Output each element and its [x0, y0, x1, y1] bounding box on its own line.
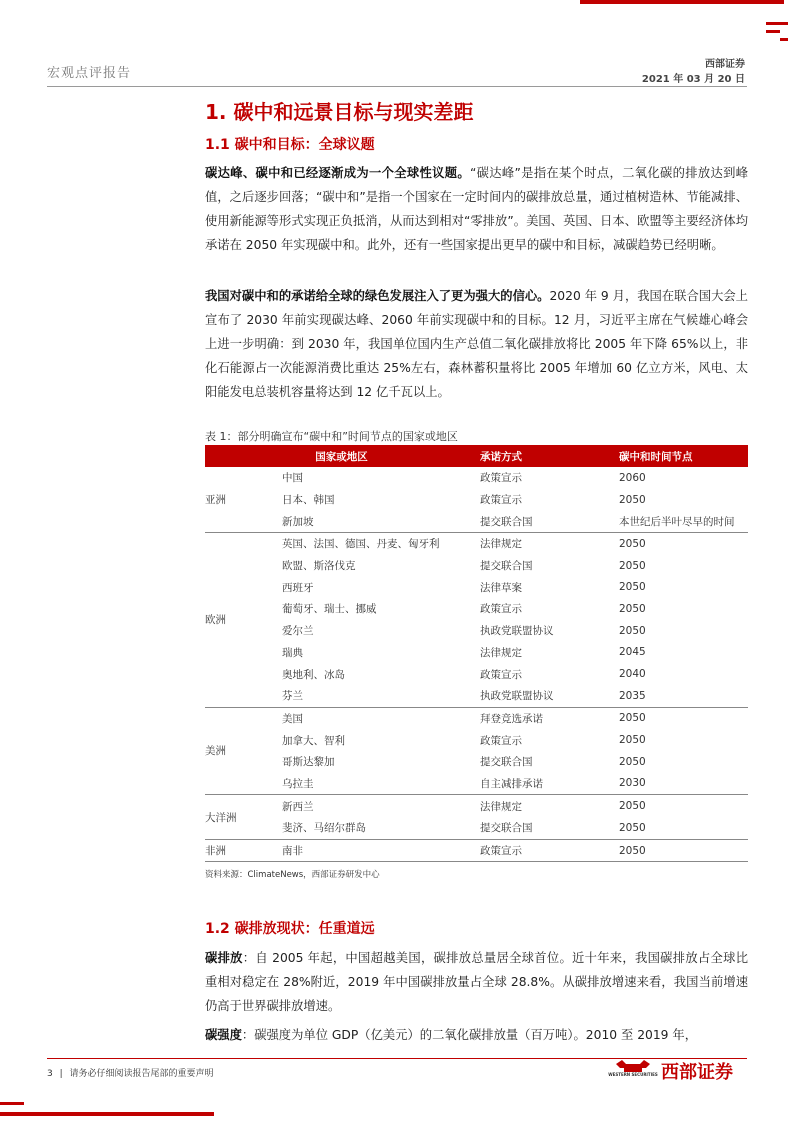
- region-cell: 大洋洲: [205, 795, 282, 839]
- lead-text: 碳排放: [205, 951, 243, 965]
- table-row: [205, 751, 748, 773]
- target-year-cell: 2050: [619, 624, 646, 637]
- target-year-cell: 2050: [619, 821, 646, 834]
- decor-bar: [780, 38, 788, 41]
- country-cell: 欧盟、斯洛伐克: [282, 560, 356, 573]
- decor-bar: [0, 1102, 24, 1105]
- commitment-cell: 自主减排承诺: [480, 777, 543, 790]
- body-text: ：碳强度为单位 GDP（亿美元）的二氧化碳排放量（百万吨）。2010 至 2019 年，: [241, 1028, 698, 1042]
- commitment-cell: 政策宣示: [480, 734, 522, 747]
- region-cell: 欧洲: [205, 533, 282, 708]
- target-year-cell: 2050: [619, 493, 646, 506]
- table-header-row: [205, 445, 748, 467]
- target-year-cell: 本世纪后半叶尽早的时间: [619, 515, 735, 528]
- table-caption: 表 1：部分明确宣布“碳中和”时间节点的国家或地区: [205, 430, 458, 443]
- brand-name: 西部证券: [705, 59, 745, 70]
- commitment-cell: 政策宣示: [478, 839, 611, 862]
- table-row: [205, 707, 748, 729]
- region-cell: 亚洲: [205, 494, 226, 507]
- country-cell: 爱尔兰: [282, 625, 314, 638]
- commitment-cell: 提交联合国: [480, 822, 533, 835]
- column-header: 国家或地区: [205, 445, 478, 467]
- body-text: “碳达峰”是指在某个时点，二氧化碳的排放达到峰值，之后逐步回落；“碳中和”是指一个国家在一定时间内的碳排放总量，通过植树造林、节能减排、使用新能源等形式实现正负抵消，从而达到相对“零排放”。美国、英国、日本、欧盟等主要经济体均承诺在 2050 年实现碳中和。此外，还有一些国家提出更早的碳中和目标，减碳趋势已经明晰。: [205, 166, 748, 252]
- table-row: [205, 510, 748, 532]
- footer-separator: |: [59, 1069, 63, 1079]
- header-divider: [47, 86, 747, 87]
- column-header: 承诺方式: [478, 445, 611, 467]
- commitment-cell: 法律规定: [478, 533, 611, 555]
- target-year-cell: 2040: [619, 668, 646, 681]
- country-cell: 奥地利、冰岛: [282, 668, 345, 681]
- commitment-cell: 执政党联盟协议: [480, 625, 554, 638]
- top-red-bar: [580, 0, 784, 4]
- decor-bar: [766, 30, 780, 33]
- decor-bar: [766, 22, 788, 25]
- commitment-cell: 提交联合国: [480, 756, 533, 769]
- target-year-cell: 2060: [619, 471, 646, 484]
- lead-text: 我国对碳中和的承诺给全球的绿色发展注入了更为强大的信心。: [205, 289, 550, 303]
- table-row: [205, 729, 748, 751]
- table-row: [205, 467, 748, 489]
- commitment-cell: 提交联合国: [480, 515, 533, 528]
- table-row: [205, 576, 748, 598]
- country-cell: 加拿大、智利: [282, 734, 345, 747]
- commitment-cell: 政策宣示: [480, 668, 522, 681]
- commitment-cell: 政策宣示: [480, 472, 522, 485]
- country-cell: 葡萄牙、瑞士、挪威: [282, 603, 377, 616]
- commitment-cell: 执政党联盟协议: [480, 690, 554, 703]
- footer-notice: [47, 1066, 214, 1079]
- section-heading: 1.2 碳排放现状：任重道远: [205, 921, 375, 937]
- table-row: [205, 642, 748, 664]
- target-year-cell: 2050: [611, 707, 748, 729]
- country-cell: 斐济、马绍尔群岛: [282, 822, 366, 835]
- carbon-neutral-table: [205, 445, 748, 862]
- column-header: 碳中和时间节点: [611, 445, 748, 467]
- body-text: 2020 年 9 月，我国在联合国大会上宣布了 2030 年前实现碳达峰、2060 年前实现碳中和的目标。12 月，习近平主席在气候雄心峰会上进一步明确：到 2030 年，我国单位国内生产总值二氧化碳排放将比 2005 年下降 65%以上，非化石能源占一次能源消费比重达 25%左右，森林蓄积量将比 2005 年增加 60 亿立方米，风电、太阳能发电总装机容量将达到 12 亿千瓦以上。: [205, 289, 748, 399]
- commitment-cell: 政策宣示: [480, 603, 522, 616]
- section-heading: 1.1 碳中和目标：全球议题: [205, 137, 375, 153]
- page-title: 1. 碳中和远景目标与现实差距: [205, 100, 474, 124]
- commitment-cell: 提交联合国: [480, 560, 533, 573]
- target-year-cell: 2050: [611, 533, 748, 555]
- table-row: [205, 533, 748, 555]
- country-cell: 新西兰: [282, 795, 478, 817]
- country-cell: 瑞典: [282, 646, 303, 659]
- paragraph: [205, 284, 748, 404]
- paragraph: [205, 946, 748, 1018]
- target-year-cell: 2035: [619, 689, 646, 702]
- table-row: [205, 620, 748, 642]
- country-cell: 哥斯达黎加: [282, 756, 335, 769]
- table-row: [205, 795, 748, 817]
- target-year-cell: 2050: [611, 795, 748, 817]
- country-cell: 英国、法国、德国、丹麦、匈牙利: [282, 533, 478, 555]
- target-year-cell: 2050: [619, 734, 646, 747]
- table-row: [205, 555, 748, 577]
- body-text: ：自 2005 年起，中国超越美国，碳排放总量居全球首位。近十年来，我国碳排放占全球比重相对稳定在 28%附近，2019 年中国碳排放量占全球 28.8%。从碳排放增速来看，我国当前增速仍高于世界碳排放增速。: [205, 951, 748, 1013]
- target-year-cell: 2030: [619, 777, 646, 790]
- table-row: [205, 817, 748, 839]
- bottom-red-bar: [0, 1112, 214, 1116]
- logo-english: WESTERN SECURITIES: [608, 1072, 658, 1077]
- report-date: 2021 年 03 月 20 日: [641, 74, 745, 85]
- page-number: 3: [47, 1069, 53, 1079]
- target-year-cell: 2050: [611, 839, 748, 862]
- commitment-cell: 法律规定: [478, 795, 611, 817]
- table-row: [205, 685, 748, 707]
- target-year-cell: 2050: [619, 602, 646, 615]
- commitment-cell: 法律规定: [480, 646, 522, 659]
- table-row: [205, 773, 748, 795]
- commitment-cell: 政策宣示: [480, 494, 522, 507]
- country-cell: 西班牙: [282, 581, 314, 594]
- region-cell: 美洲: [205, 707, 282, 795]
- table-row: [205, 489, 748, 511]
- country-cell: 中国: [282, 472, 303, 485]
- table-row: [205, 598, 748, 620]
- country-cell: 新加坡: [282, 515, 314, 528]
- report-type: 宏观点评报告: [47, 66, 132, 81]
- paragraph: [205, 1023, 748, 1047]
- paragraph: [205, 161, 748, 257]
- country-cell: 乌拉圭: [282, 777, 314, 790]
- table-row: [205, 839, 748, 862]
- bull-logo-icon: [608, 1058, 658, 1082]
- region-cell: 非洲: [205, 839, 282, 862]
- target-year-cell: 2050: [619, 755, 646, 768]
- country-cell: 美国: [282, 707, 478, 729]
- country-cell: 日本、韩国: [282, 494, 335, 507]
- table-source: 资料来源：ClimateNews，西部证券研发中心: [205, 870, 380, 880]
- country-cell: 南非: [282, 839, 478, 862]
- country-cell: 芬兰: [282, 690, 303, 703]
- commitment-cell: 拜登竞选承诺: [478, 707, 611, 729]
- lead-text: 碳强度: [205, 1028, 242, 1042]
- brand-logo-text: 西部证券: [661, 1062, 733, 1083]
- lead-text: 碳达峰、碳中和已经逐渐成为一个全球性议题。: [205, 166, 470, 180]
- table-row: [205, 663, 748, 685]
- target-year-cell: 2050: [619, 581, 646, 594]
- target-year-cell: 2045: [619, 646, 646, 659]
- target-year-cell: 2050: [619, 559, 646, 572]
- disclaimer-note: 请务必仔细阅读报告尾部的重要声明: [69, 1069, 214, 1079]
- commitment-cell: 法律草案: [480, 581, 522, 594]
